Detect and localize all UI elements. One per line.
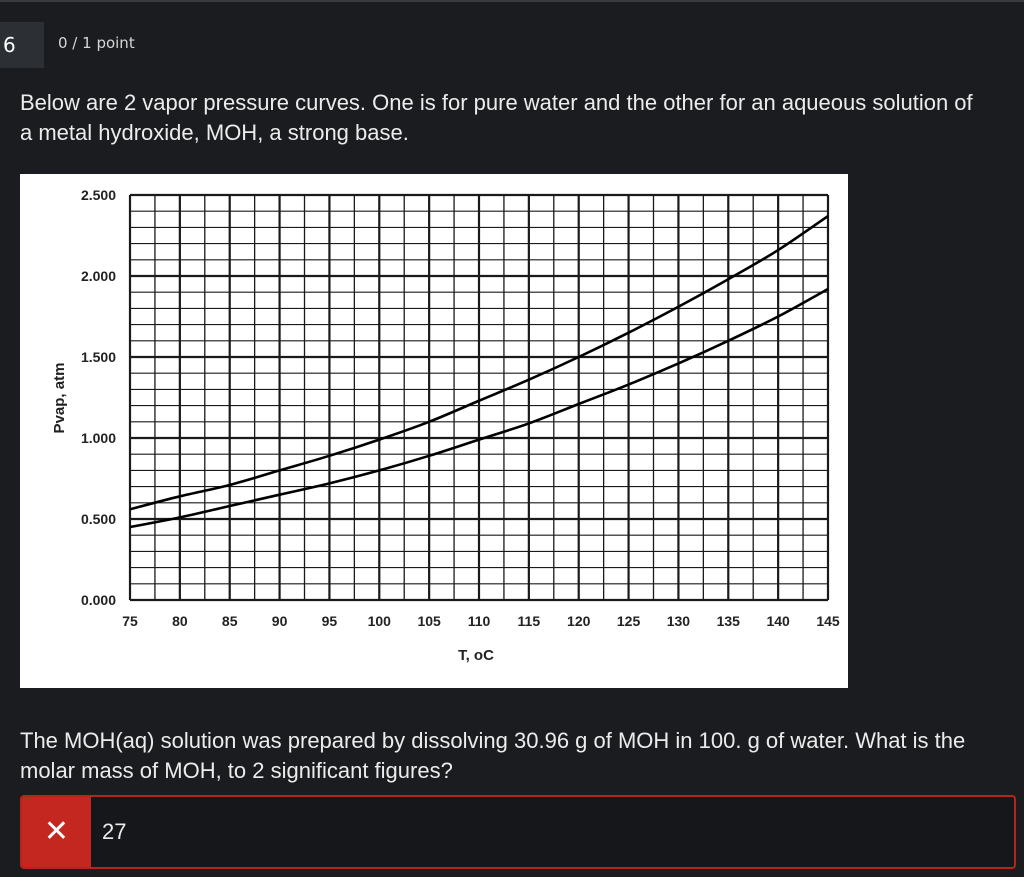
y-axis-label: Pvap, atm (51, 362, 68, 434)
x-tick-label: 140 (766, 613, 790, 629)
answer-field[interactable] (20, 795, 1016, 869)
y-tick-label: 0.500 (80, 511, 116, 527)
x-tick-label: 110 (467, 613, 491, 629)
x-tick-label: 125 (616, 613, 641, 629)
x-tick-label: 130 (666, 613, 691, 629)
x-tick-label: 95 (321, 613, 338, 629)
close-icon: ✕ (22, 797, 91, 867)
y-tick-label: 0.000 (80, 592, 116, 608)
points-label: 0 / 1 point (58, 34, 135, 52)
question-number: 6 (0, 22, 44, 68)
answer-value[interactable]: 27 (102, 819, 127, 844)
x-tick-label: 100 (367, 613, 391, 629)
y-tick-label: 1.500 (80, 349, 116, 365)
y-tick-label: 2.500 (80, 187, 116, 203)
x-tick-label: 145 (816, 613, 840, 629)
x-axis-label: T, oC (458, 647, 494, 664)
x-tick-label: 135 (716, 613, 740, 629)
x-tick-label: 90 (271, 613, 288, 629)
x-tick-label: 85 (221, 613, 238, 629)
x-tick-label: 105 (417, 613, 441, 629)
question-prompt: Below are 2 vapor pressure curves. One is for pure water and the other for an aqueous solution of a metal hydroxide, MOH, a strong base. (20, 90, 973, 145)
question-followup: The MOH(aq) solution was prepared by dissolving 30.96 g of MOH in 100. g of water. What is the molar mass of MOH, to 2 significant figures? (20, 728, 966, 783)
y-tick-label: 1.000 (80, 430, 116, 446)
chart-svg (20, 174, 848, 688)
x-tick-label: 80 (172, 613, 188, 629)
vapor-pressure-chart (20, 174, 848, 688)
x-tick-label: 75 (122, 613, 138, 629)
top-border (0, 0, 1024, 2)
x-tick-label: 120 (567, 613, 591, 629)
x-tick-label: 115 (517, 613, 541, 629)
y-tick-label: 2.000 (80, 268, 116, 284)
